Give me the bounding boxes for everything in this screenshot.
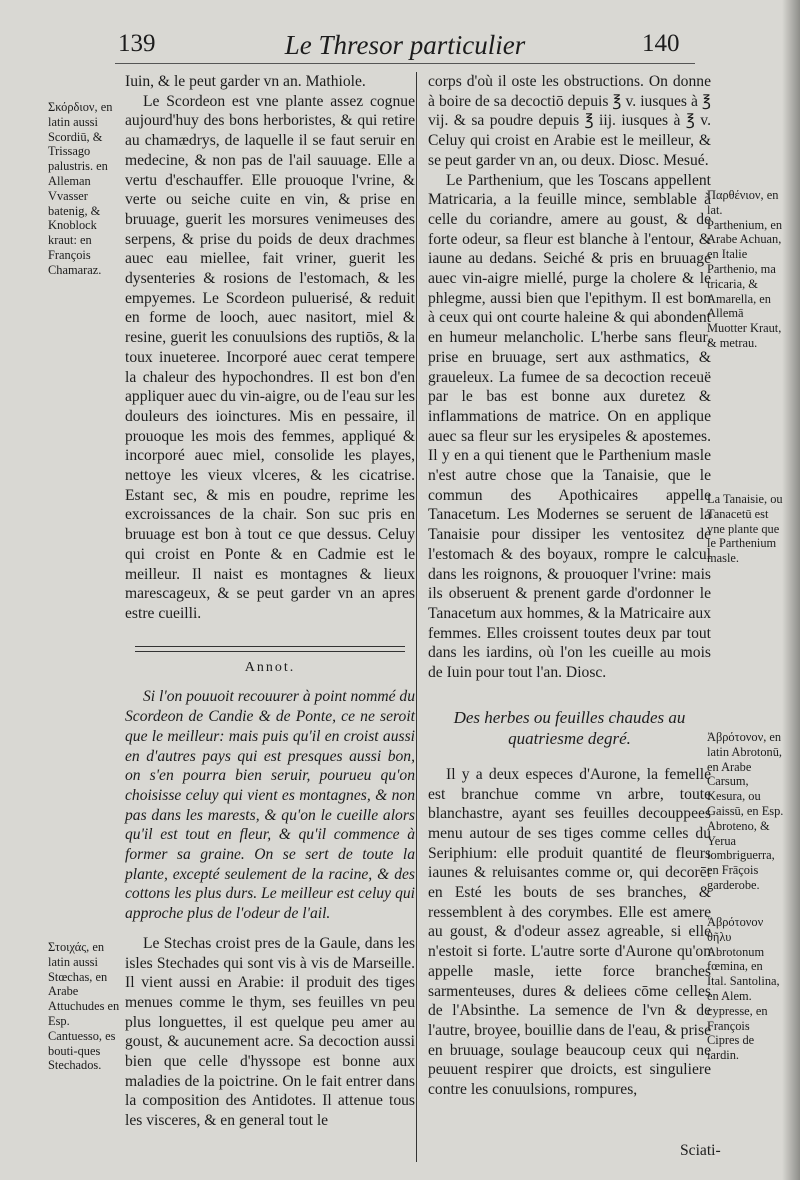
right-column (428, 72, 711, 1100)
section-title: Des herbes ou feuilles chaudes au quatriesme degré. (453, 707, 686, 748)
running-title: Le Thresor particulier (284, 30, 526, 60)
margin-note-parthenium: Παρθένιον, en lat. Parthenium, en Arabe Achuan, en Italie Parthenio, ma tricaria, & Amarella, en Allemā Muotter Kraut, & metrau. (707, 188, 783, 350)
paragraph-obstructions: corps d'où il oste les obstructions. On donne à boire de sa decoctiō depuis ℥ v. iusques à ℥ vij. & sa poudre depuis ℥ iij. iusques à ℥ v. Celuy qui croist en Arabie est le meilleur, & se peut garder vn an, ou deux. Diosc. Mesué. (428, 73, 711, 169)
paragraph-aurone: Il y a deux especes d'Aurone, la femelle est branchue comme vn arbre, toute blanchastre, ayant ses feuilles decouppees menu autour de ses tiges comme celles du Seriphium: elle produit quantité de fleurs iaunes & reluisantes comme or, qui decorēt en Esté les bouts de ses branches, & ressemblent à des corymbes. Elle est amere au goust, & d'odeur assez agreable, si elle n'estoit si forte. L'autre sorte d'Aurone qu'on appelle masle, iette force branches sarmenteuses, dures & deliees cōme celles de l'Absinthe. La semence de l'vn & de l'autre, broyee, bouillie dans de l'eau, & prise en bruuage, soulage beaucoup ceux qui ne peuuent respirer que droicts, est singuliere contre les conuulsions, rompures, (428, 765, 711, 1099)
paragraph-mathiole-end: Iuin, & le peut garder vn an. Mathiole. (125, 73, 366, 90)
paragraph-parthenium: Le Parthenium, que les Toscans appellent Matricaria, a la feuille mince, semblable à celle du coriandre, amere au goust, & de forte odeur, sa fleur est blanche à l'entour, & iaune au dedans. Seiché & pris en bruuage auec vin-aigre miellé, purge la cholere & le phlegme, aussi bien que l'epithym. Il est bon à ceux qui ont courte haleine & qui abondent en humeur melancholic. L'herbe sans fleur, prise en bruuage, sert aux asthmatics, & graueleux. La fumee de sa decoction receuë par le bas est bonne aux duretez & inflammations de matrice. On en applique auec sa fleur sur les erysipeles & apostemes. Il y en a qui tienent que le Parthenium masle n'est autre chose que la Tanaisie, que le commun des Apothicaires appelle Tanacetum. Les Modernes se seruent de la Tanaisie pour dissiper les ventositez de l'estomach & des boyaux, rompre le calcul dans les roignons, & prouoquer l'vrine: mais ils obseruent & prenent garde d'ordonner le Tanacetum aux hommes, & la Matricaire aux femmes. Elles croissent toutes deux par tout dans les iardins, où l'on les cueille au mois de Iuin pour tout l'an. Diosc. (428, 171, 711, 682)
annot-text: Si l'on pouuoit recouurer à point nommé du Scordeon de Candie & de Ponte, ce ne seroit que le meilleur: mais puis qu'il en croist aussi en d'autres pays qui est presques aussi bon, on s'en pourra bien seruir, pourueu qu'on choisisse celuy qui vient es montagnes, & non pas dans les marests, & qu'on le cueille alors qu'il est tout en fleur, & qu'il commence à former sa graine. On se sert de toute la plante, excepté seulement de la racine, & des cottons les plus durs. Le meilleur est celuy qui approche plus de l'odeur de l'ail. (125, 688, 416, 923)
annot-double-rule (135, 646, 405, 652)
header-rule (115, 63, 695, 64)
margin-note-tanaisie: La Tanaisie, ou Tanacetū est vne plante que le Parthenium masle. (707, 492, 783, 566)
right-page-number: 140 (642, 30, 680, 57)
catchword: Sciati- (680, 1142, 721, 1159)
margin-note-scordion: Σκόρδιον, en latin aussi Scordiū, & Trissago palustris. en Alleman Vvasser batenig, & Knoblock kraut: en François Chamaraz. (48, 100, 113, 277)
margin-note-abrotonum-femina: Ἀβρότονον θῆλυ Abrotonum fœmina, en Ital. Santolina, en Alem. cypresse, en François Cipres de iardin. (707, 915, 780, 1063)
paragraph-gap (125, 924, 415, 934)
column-divider (416, 72, 417, 1162)
left-column (125, 72, 415, 1131)
left-page-number: 139 (118, 30, 156, 57)
annot-heading: Annot. (244, 659, 296, 675)
paragraph-stechas: Le Stechas croist pres de la Gaule, dans les isles Stechades qui sont vis à vis de Marseille. Il vient aussi en Arabie: il produit des tiges menues comme le thym, ses feuilles vn peu plus longuettes, il est quelque peu amer au goust, & aucunement acre. Sa decoction aussi bien que celle d'hyssope est bonne aux maladies de la poictrine. On le fait entrer dans la composition des Antidotes. Il attenue tous les visceres, & en general tout le (125, 934, 415, 1130)
margin-note-stechas: Στοιχάς, en latin aussi Stœchas, en Arabe Attuchudes en Esp. Cantuesso, es bouti-ques Stechados. (48, 940, 120, 1073)
paragraph-scordeon: Le Scordeon est vne plante assez cognue aujourd'huy des bons herboristes, & qui retire au chamædrys, de laquelle il se faut seruir en medecine, & non pas de l'ail sauuage. Elle a vertu d'eschauffer. Elle prouoque l'vrine, & verte ou seiche cuite en vin, & prise en bruuage, guerit les morsures venimeuses des serpens, & prise du poids de deux drachmes auec eau miellee, fait vriner, guerit les dysenteries & rosions de l'estomach, & les empyemes. Le Scordeon puluerisé, & reduit en forme de looch, auec nasitort, miel & resine, guerit les conuulsions des ruptiōs, & la toux inueteree. Incorporé auec cerat tempere la chaleur des hypochondres. Il est bon d'en appliquer auec du vin-aigre, ou de l'eau sur les douleurs des ioinctures. Mis en pessaire, il prouoque les mois des femmes, appliqué & incorporé auec miel, consolide les playes, nettoye les vieux vlceres, & les cicatrise. Estant sec, & mis en poudre, reprime les excroissances de la chair. Son suc pris en bruuage est bon à tout ce que dessus. Celuy qui croist en Ponte & en Cadmie est le meilleur. Il naist es montagnes & lieux marescageux, & se peut garder vn an apres estre cueilli. (125, 92, 415, 622)
margin-note-aurone: Ἀβρότονον, en latin Abrotonū, en Arabe Carsum, Kesura, ou Gaissū, en Esp. Abroteno, & Yerua lombriguerra, en Frāçois garderobe. (707, 730, 784, 892)
